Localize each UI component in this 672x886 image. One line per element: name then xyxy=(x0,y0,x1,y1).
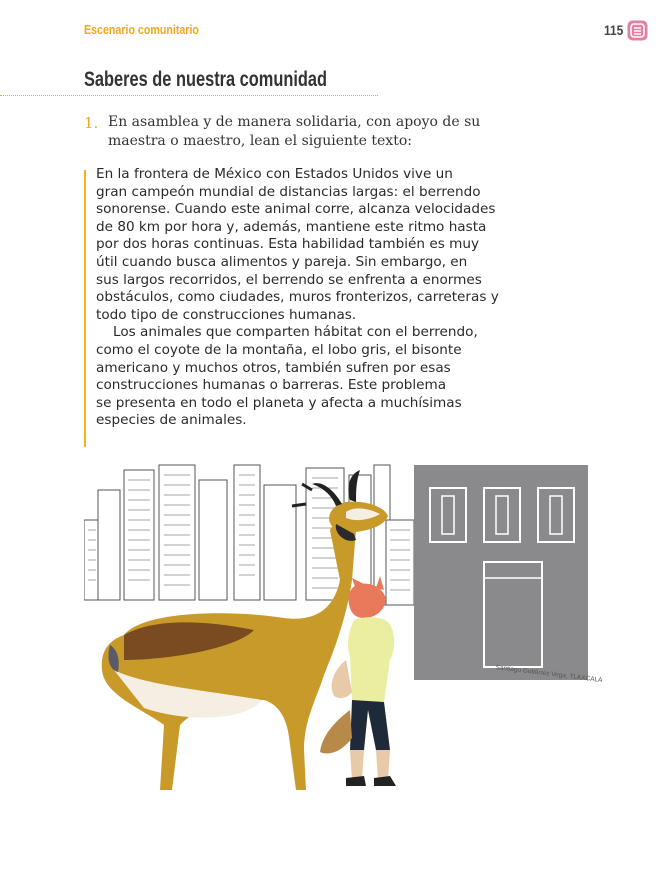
section-title: Saberes de nuestra comunidad xyxy=(84,68,328,91)
reading-line: se presenta en todo el planeta y afecta a muchísimas xyxy=(96,394,462,411)
reading-line: Los animales que comparten hábitat con el berrendo, xyxy=(113,324,478,341)
reading-passage xyxy=(96,166,516,430)
activity-instruction xyxy=(108,113,508,151)
aztec-glyph-icon xyxy=(627,20,648,41)
reading-accent-bar xyxy=(84,170,86,447)
activity-number: 1. xyxy=(84,114,99,132)
page-number: 115 xyxy=(604,22,624,38)
instruction-line: En asamblea y de manera solidaria, con apoyo de su xyxy=(108,114,481,130)
reading-line: En la frontera de México con Estados Unidos vive un xyxy=(96,166,453,182)
reading-line: útil cuando busca alimentos y pareja. Sin embargo, en xyxy=(96,253,468,270)
reading-line: todo tipo de construcciones humanas. xyxy=(96,306,357,323)
illustration-pronghorn-and-child xyxy=(84,460,594,840)
reading-line: gran campeón mundial de distancias largas: el berrendo xyxy=(96,183,481,200)
title-divider xyxy=(0,95,378,96)
instruction-line: maestra o maestro, lean el siguiente texto: xyxy=(108,133,412,149)
reading-line: sus largos recorridos, el berrendo se enfrenta a enormes xyxy=(96,271,482,288)
reading-line: americano y muchos otros, también sufren por esas xyxy=(96,359,451,376)
illustration-credit: Santiago Gutiérrez Vega, TLAXCALA xyxy=(495,664,603,685)
reading-line: obstáculos, como ciudades, muros fronterizos, carreteras y xyxy=(96,289,499,306)
section-header: Escenario comunitario xyxy=(84,22,199,37)
border-wall xyxy=(414,465,588,680)
reading-line: sonorense. Cuando este animal corre, alcanza velocidades xyxy=(96,201,496,218)
reading-line: especies de animales. xyxy=(96,412,247,429)
reading-line: de 80 km por hora y, además, mantiene este ritmo hasta xyxy=(96,218,487,235)
reading-line: como el coyote de la montaña, el lobo gris, el bisonte xyxy=(96,341,462,358)
reading-line: por dos horas continuas. Esta habilidad también es muy xyxy=(96,236,480,253)
reading-line: construcciones humanas o barreras. Este problema xyxy=(96,377,447,394)
